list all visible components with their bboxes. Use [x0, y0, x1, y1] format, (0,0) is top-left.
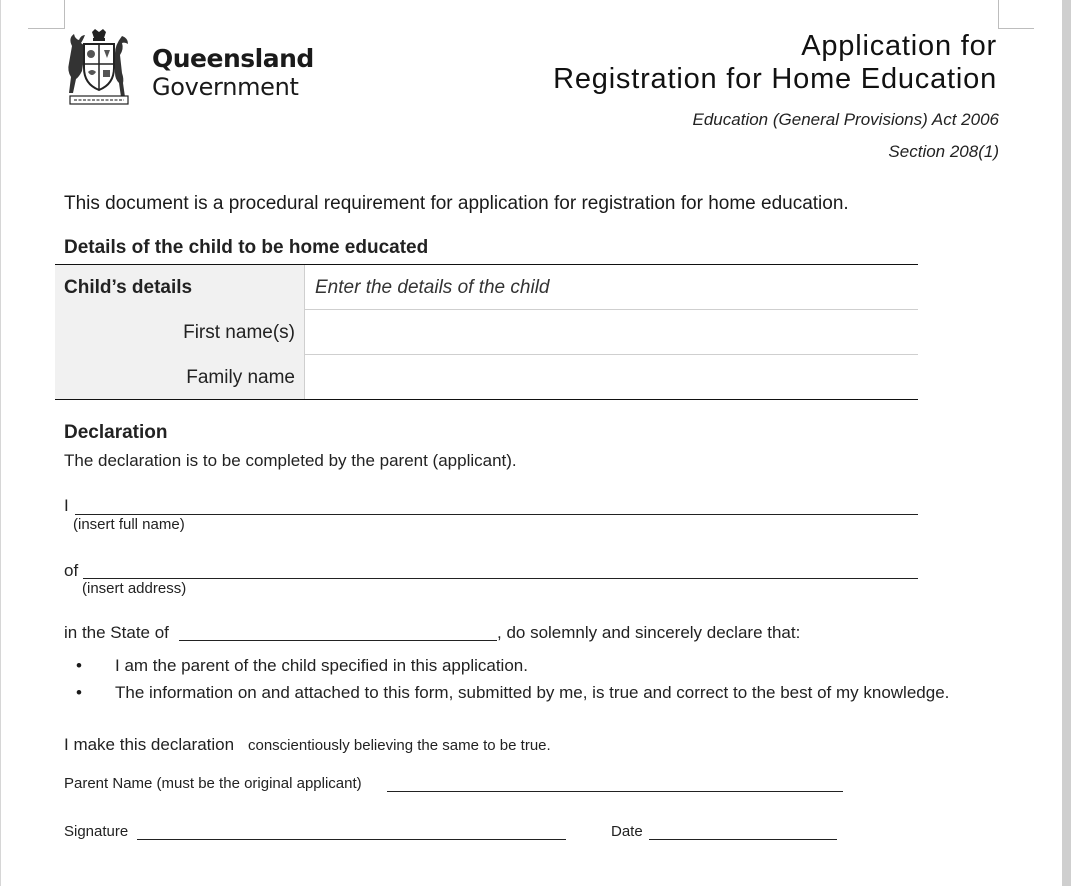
- intro-paragraph: This document is a procedural requirement for application for registration for home education.: [64, 193, 849, 214]
- act-reference: Education (General Provisions) Act 2006: [692, 110, 999, 129]
- date-line[interactable]: [649, 839, 837, 840]
- address-caption: (insert address): [82, 580, 187, 597]
- declaration-bullet-1: I am the parent of the child specified in this application.: [115, 656, 528, 675]
- crop-mark: [28, 28, 65, 29]
- child-section-heading: Details of the child to be home educated: [64, 237, 429, 258]
- queensland-government-logo: [64, 28, 314, 108]
- state-prefix: in the State of: [64, 623, 169, 642]
- state-suffix: , do solemnly and sincerely declare that:: [497, 623, 801, 642]
- full-name-prefix: I: [64, 496, 69, 515]
- crop-mark: [998, 0, 999, 28]
- first-name-label: First name(s): [183, 322, 295, 343]
- logo-wordmark-queensland: Queensland: [152, 44, 314, 73]
- crop-mark: [64, 0, 65, 28]
- crop-mark: [998, 28, 1034, 29]
- declaration-bullet-2: The information on and attached to this form, submitted by me, is true and correct to the best of my knowledge.: [115, 683, 950, 702]
- table-row-divider: [305, 354, 918, 355]
- queensland-coat-of-arms-icon: [64, 28, 134, 106]
- signature-label: Signature: [64, 823, 129, 840]
- declaration-heading: Declaration: [64, 422, 168, 443]
- parent-name-label: Parent Name (must be the original applicant): [64, 775, 362, 792]
- family-name-label: Family name: [186, 367, 295, 388]
- full-name-caption: (insert full name): [73, 516, 185, 533]
- logo-wordmark-government: Government: [152, 73, 299, 101]
- section-reference: Section 208(1): [888, 142, 999, 161]
- address-line[interactable]: [83, 578, 918, 579]
- address-prefix: of: [64, 561, 79, 580]
- child-details-table: [55, 264, 918, 400]
- page-edge: [0, 0, 1, 886]
- document-title-line1: Application for: [801, 30, 997, 62]
- full-name-line[interactable]: [75, 514, 918, 515]
- table-row-divider: [305, 309, 918, 310]
- declaration-instruction: The declaration is to be completed by the parent (applicant).: [64, 451, 517, 470]
- state-line[interactable]: [179, 640, 497, 641]
- document-title-line2: Registration for Home Education: [553, 63, 997, 95]
- child-details-header-label: Child’s details: [64, 277, 193, 298]
- page-shadow: [1062, 0, 1071, 886]
- bullet-icon: •: [76, 656, 82, 675]
- bullet-icon: •: [76, 683, 82, 702]
- signature-line[interactable]: [137, 839, 566, 840]
- date-label: Date: [611, 823, 643, 840]
- closing-statement-part2: conscientiously believing the same to be true.: [248, 737, 551, 754]
- closing-statement-part1: I make this declaration: [64, 735, 235, 754]
- first-name-field[interactable]: [315, 322, 905, 346]
- parent-name-line[interactable]: [387, 791, 843, 792]
- child-details-hint[interactable]: Enter the details of the child: [315, 277, 550, 298]
- family-name-field[interactable]: [315, 367, 905, 391]
